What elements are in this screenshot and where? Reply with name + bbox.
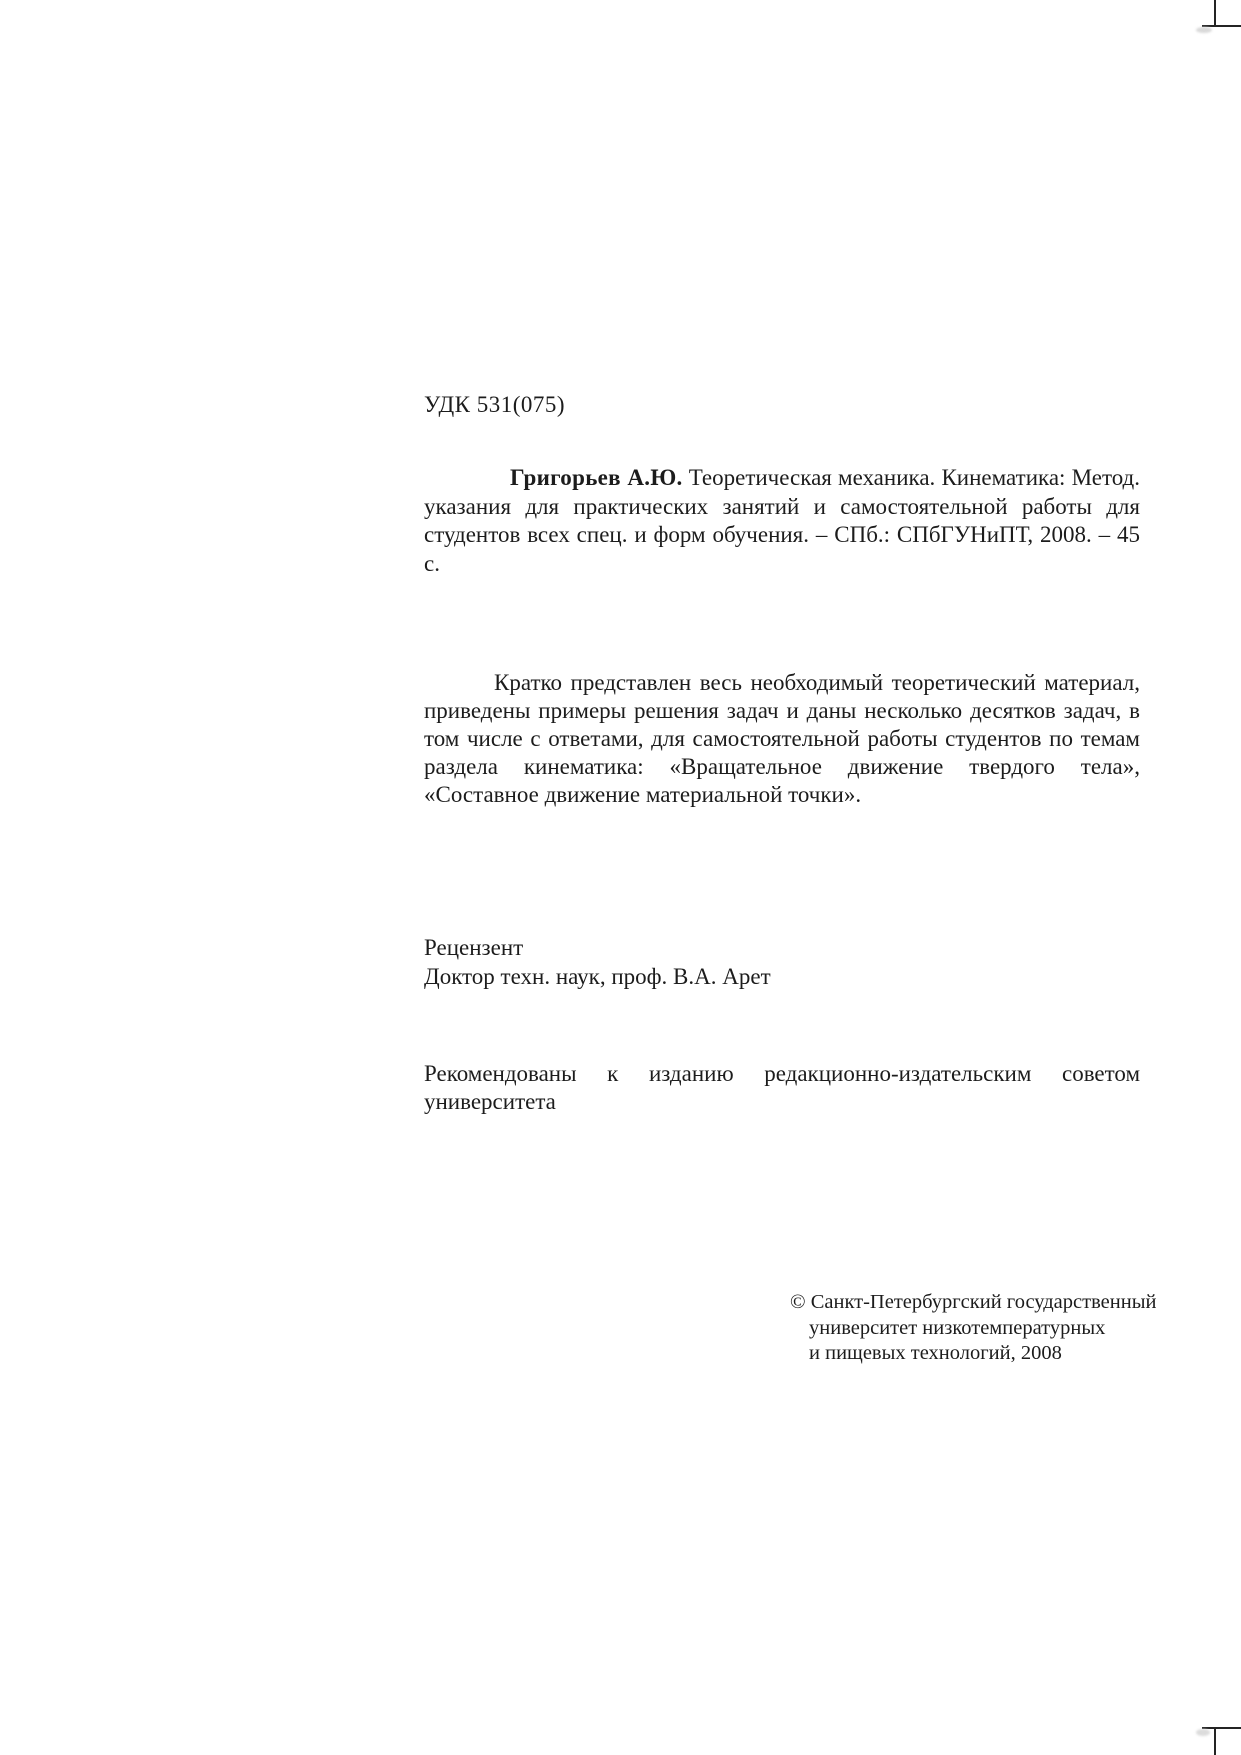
reviewer-block bbox=[424, 933, 771, 991]
bibliographic-record bbox=[424, 464, 1140, 578]
copyright-line-2: университет низкотемпературных bbox=[809, 1316, 1106, 1339]
reviewer-label: Рецензент bbox=[424, 935, 524, 960]
recommendation-paragraph: Рекомендованы к изданию редакционно-издательским советом университета bbox=[424, 1061, 1140, 1114]
copyright-line-3: и пищевых технологий, 2008 bbox=[809, 1342, 1062, 1364]
copyright-block bbox=[790, 1290, 1156, 1367]
scan-smudge bbox=[1196, 1729, 1210, 1736]
bibliographic-text: Теоретическая механика. Кинематика: Метод. указания для практических занятий и самостоятельной работы для студентов всех спец. и форм обучения. – СПб.: СПбГУНиПТ, 2008. – 45 с. bbox=[424, 465, 1140, 576]
copyright-line-1: © Санкт-Петербургский государственный bbox=[790, 1291, 1157, 1313]
scan-smudge bbox=[1196, 27, 1212, 33]
reviewer-name: Доктор техн. наук, проф. В.А. Арет bbox=[424, 964, 771, 989]
abstract-paragraph: Кратко представлен весь необходимый теоретический материал, приведены примеры решения задач и даны несколько десятков задач, в том числе с ответами, для самостоятельной работы студентов по темам раздела кинематика: «Вращательное движение твердого тела», «Составное движение материальной точки». bbox=[424, 670, 1140, 807]
author-name: Григорьев А.Ю. bbox=[510, 465, 683, 490]
udc-code: УДК 531(075) bbox=[424, 392, 566, 417]
